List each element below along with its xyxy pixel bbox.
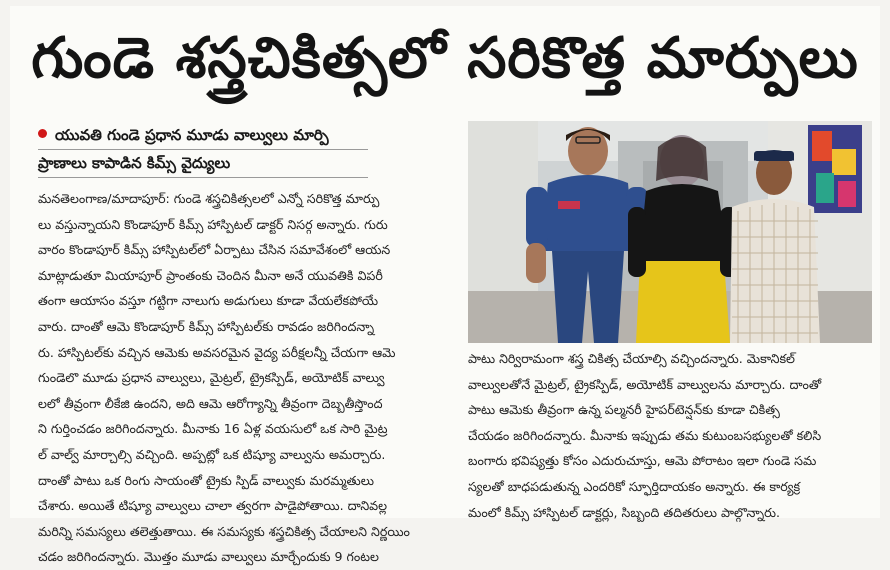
- bullet-icon: [38, 129, 47, 138]
- text-line: వాల్వులతోనే మైట్రల్, ట్రైకస్పిడ్, అయోటిక్ వాల్వులను మార్చారు. దాంతో: [468, 376, 822, 392]
- text-line: చేశారు. అయితే టిష్యూ వాల్వులు చాలా త్వరగా పాడైపోతాయి. దానివల్ల: [38, 498, 388, 514]
- text-line: బంగారు భవిష్యత్తు కోసం ఎదురుచూస్తు, ఆమె పోరాటం ఇలా గుండె సమ: [468, 453, 817, 469]
- text-line: లలో తీవ్రంగా లీకేజి ఉందని, అది ఆమె ఆరోగ్యాన్ని తీవ్రంగా దెబ్బతీస్తొంద: [38, 395, 383, 411]
- article-left-column: [38, 186, 460, 570]
- text-line: లు వస్తున్నాయని కొండాపూర్ కిమ్స్ హాస్పిటల్ డాక్టర్ నిసర్గ అన్నారు. గురు: [38, 216, 388, 232]
- text-line: పాటు నిర్విరామంగా శస్త్ర చికిత్స చేయాల్సి వచ్చిందన్నారు. మెకానికల్: [468, 351, 795, 366]
- text-line: మాట్లాడుతూ మియాపూర్ ప్రాంతంకు చెందిన మీనా అనే యువతికి విపరీ: [38, 267, 383, 283]
- text-line: మంలో కిమ్స్ హాస్పిటల్ డాక్టర్లు, సిబ్బంది తదితరులు పాల్గొన్నారు.: [468, 504, 780, 520]
- text-line: దాంతో పాటు ఒక రింగు సాయంతో ట్రైకు స్పిడ్ వాల్వుకు మరమ్మతులు: [38, 472, 375, 488]
- divider: [38, 149, 368, 150]
- text-line: గుండెలొ మూడు ప్రధాన వాల్వులు, మైట్రల్, ట్రైకస్పిడ్, అయోటిక్ వాల్వు: [38, 370, 385, 386]
- text-line: స్యలతో బాధపడుతున్న ఎందరికో స్ఫూర్తిదాయకం అన్నారు. ఈ కార్యక్ర: [468, 478, 801, 494]
- photo-doctor-patient-family-icon: [468, 121, 872, 343]
- text-line: వారు. దాంతో ఆమె కొండాపూర్ కిమ్స్ హాస్పిటల్‌కు రావడం జరిగిందన్నా: [38, 318, 375, 334]
- kicker: [38, 124, 329, 146]
- text-line: తంగా ఆయాసం వస్తూ గట్టిగా నాలుగు అడుగులు కూడా వేయలేకపోయే: [38, 293, 379, 309]
- text-line: వారం కొండాపూర్ కిమ్స్ హాస్పిటల్‌లో ఏర్పాటు చేసిన సమావేశంలో ఆయన: [38, 242, 391, 258]
- subheadline: ప్రాణాలు కాపాడిన కిమ్స్ వైద్యులు: [38, 154, 231, 172]
- newspaper-page: [10, 6, 880, 565]
- text-line: రు. హాస్పిటల్‌కు వచ్చిన ఆమెకు అవసరమైన వైద్య పరీక్షలన్నీ చేయగా ఆమె: [38, 344, 396, 360]
- text-line: చేయడం జరిగిందన్నారు. మీనాకు ఇప్పుడు తమ కుటుంబసభ్యులతో కలిసి: [468, 427, 822, 443]
- text-line: మనతెలంగాణ/మాదాపూర్: గుండె శస్త్రచికిత్సలలో ఎన్నో సరికొత్త మార్పు: [38, 191, 380, 206]
- text-line: ని గుర్తించడం జరిగిందన్నారు. మీనాకు 16 ఏళ్ల వయసులో ఒక సారి మైట్ర: [38, 421, 388, 437]
- divider: [38, 177, 368, 178]
- headline: గుండె శస్త్రచికిత్సలో సరికొత్త మార్పులు: [31, 26, 859, 91]
- article-right-column: [468, 346, 874, 525]
- article-photo: [468, 121, 872, 343]
- kicker-text: యువతి గుండె ప్రధాన మూడు వాల్వులు మార్పి: [55, 126, 329, 144]
- text-line: ల్ వాల్వ్ మార్చాల్సి వచ్చింది. అప్పట్లో ఒక టిష్యూ వాల్వును అమర్చారు.: [38, 446, 386, 462]
- text-line: చడం జరిగిందన్నారు. మొత్తం మూడు వాల్వులు మార్చేందుకు 9 గంటల: [38, 549, 379, 565]
- text-line: మరిన్ని సమస్యలు తలెత్తుతాయి. ఈ సమస్యకు శస్త్రచికిత్స చేయాలని నిర్ణయిం: [38, 523, 410, 539]
- text-line: పాటు ఆమెకు తీవ్రంగా ఉన్న పల్మనరీ హైపర్‌టెన్షన్‌కు కూడా చికిత్స: [468, 402, 780, 418]
